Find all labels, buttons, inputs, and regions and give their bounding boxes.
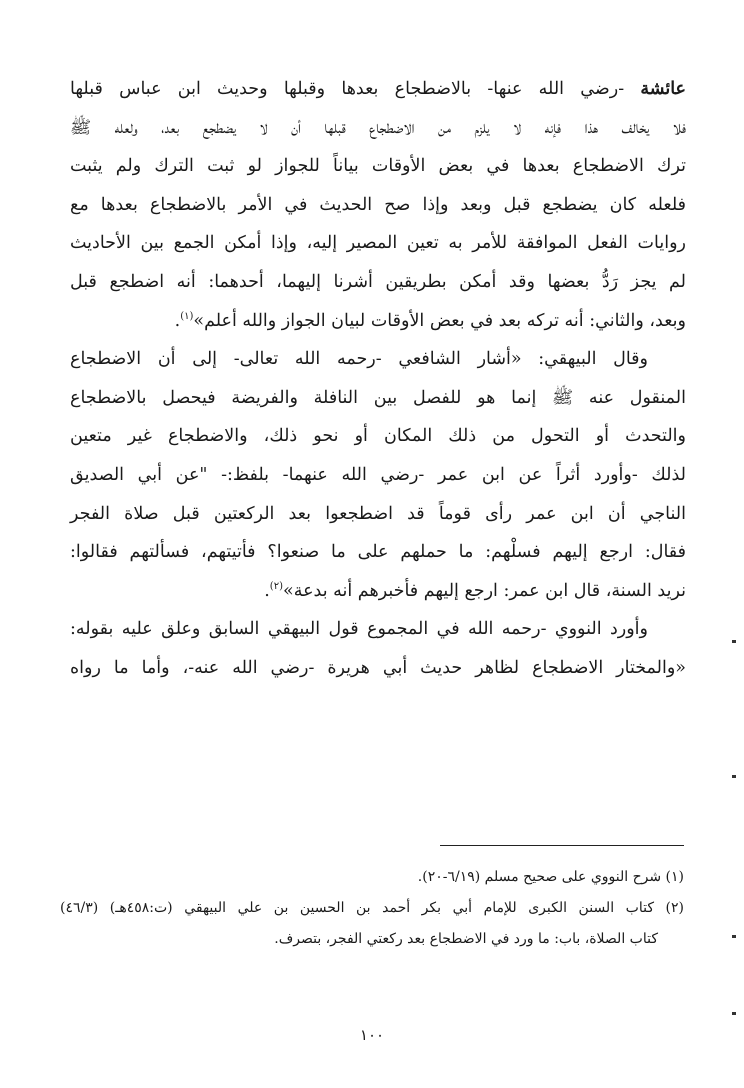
scan-mark: [732, 640, 736, 643]
text-line: ترك الاضطجاع بعدها في بعض الأوقات بياناً للجواز لو ثبت الترك ولم يثبت: [70, 156, 686, 177]
text-line: روايات الفعل الموافقة للأمر به تعين المصير إليه، وإذا أمكن الجمع بين الأحاديث: [70, 233, 686, 254]
footnote-separator: [440, 845, 684, 846]
scan-mark: [732, 1012, 736, 1015]
text-line: وأورد النووي -رحمه الله في المجموع قول البيهقي السابق وعلق عليه بقوله:: [70, 619, 648, 640]
text-line: فقال: ارجع إليهم فسلْهم: ما حملهم على ما صنعوا؟ فأتيتهم، فسألتهم فقالوا:: [70, 542, 686, 563]
scan-mark: [732, 775, 736, 778]
text-line: فلا يخالف هذا فإنه لا يلزم من الاضطجاع قبلها أن لا يضطجع بعد، ولعله ﷺ: [70, 117, 686, 138]
text-line: المنقول عنه ﷺ إنما هو للفصل بين النافلة والفريضة فيحصل بالاضطجاع: [70, 387, 686, 408]
text-line: فلعله كان يضطجع قبل وبعد وإذا صح الحديث في الأمر بالاضطجاع بعدها مع: [70, 194, 686, 215]
footnote-1: (١) شرح النووي على صحيح مسلم (٦/١٩-٢٠).: [417, 869, 684, 885]
footnotes: [60, 862, 684, 955]
text-line: والتحدث أو التحول من ذلك المكان أو نحو ذلك، والاضطجاع غير متعين: [70, 426, 686, 447]
footnote-2-continued: كتاب الصلاة، باب: ما ورد في الاضطجاع بعد ركعتي الفجر، بتصرف.: [274, 931, 658, 947]
text-line: نريد السنة، قال ابن عمر: ارجع إليهم فأخبرهم أنه بدعة»$^{(٢)}$.: [264, 580, 686, 601]
page-number: ١٠٠: [359, 1026, 385, 1044]
footnote-ref-1[interactable]: (١): [180, 310, 194, 322]
name-aisha: عائشة: [640, 79, 686, 99]
text-line: الناجي أن ابن عمر رأى قوماً قد اضطجعوا بعد الركعتين قبل صلاة الفجر: [70, 503, 686, 524]
text-line: وقال البيهقي: «أشار الشافعي -رحمه الله تعالى- إلى أن الاضطجاع: [70, 349, 648, 370]
scan-mark: [732, 935, 736, 938]
footnote-2: (٢) كتاب السنن الكبرى للإمام أبي بكر أحمد بن الحسين بن علي البيهقي (ت:٤٥٨هـ) (٤٦/٣): [60, 900, 684, 916]
text-line: «والمختار الاضطجاع لظاهر حديث أبي هريرة -رضي الله عنه-، وأما ما رواه: [70, 657, 686, 678]
footnote-ref-2[interactable]: (٢): [269, 580, 283, 592]
text-line: لذلك -وأورد أثراً عن ابن عمر -رضي الله عنهما- بلفظ:- "عن أبي الصديق: [70, 464, 686, 485]
text-line: لم يجز رَدُّ بعضها وقد أمكن بطريقين أشرنا إليهما، أحدهما: أنه اضطجع قبل: [70, 271, 686, 292]
text-line: عائشة -رضي الله عنها- بالاضطجاع بعدها وقبلها وحديث ابن عباس قبلها: [70, 79, 686, 99]
text-line: وبعد، والثاني: أنه تركه بعد في بعض الأوقات لبيان الجواز والله أعلم»$^{(١)}$.: [174, 310, 686, 331]
main-text: [70, 70, 686, 688]
